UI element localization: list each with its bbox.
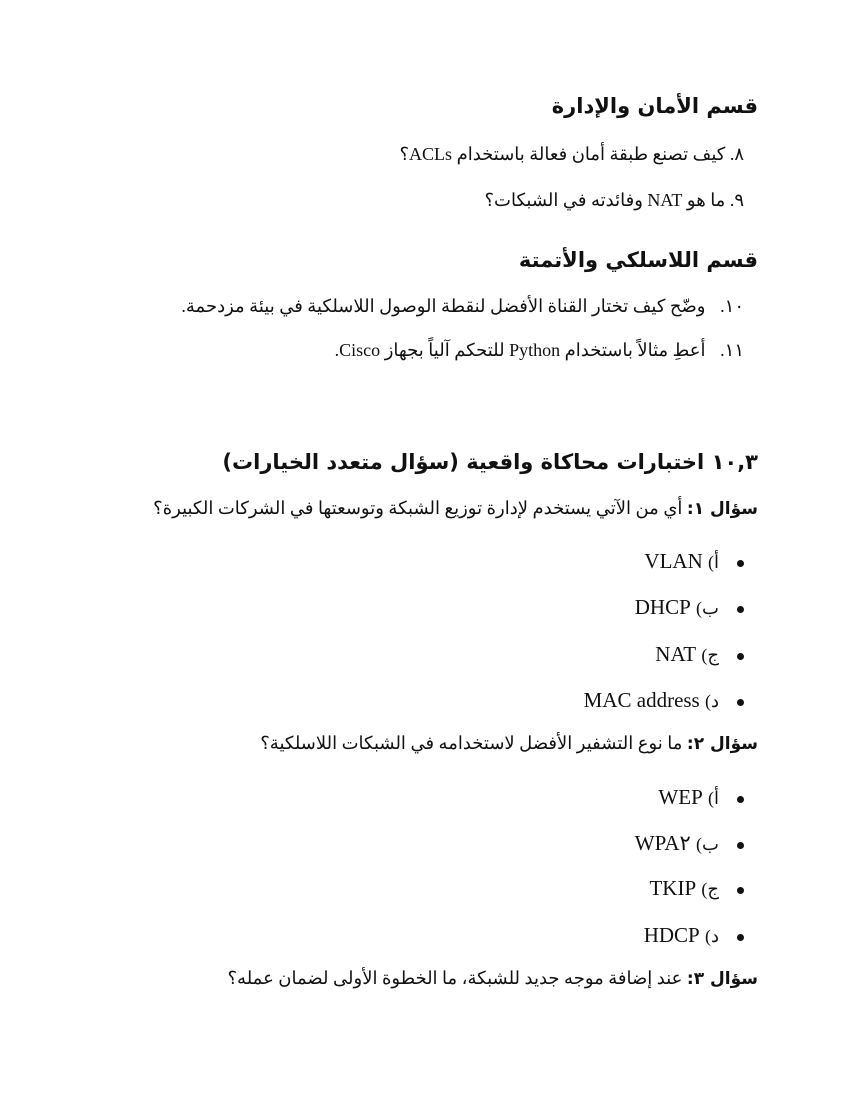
question-item-10 bbox=[181, 296, 744, 317]
option-1a bbox=[644, 549, 744, 574]
bullet-icon bbox=[737, 842, 744, 849]
section-heading-simulation: ١٠,٣ اختبارات محاكاة واقعية (سؤال متعدد الخيارات) bbox=[222, 450, 758, 474]
option-value: WEP bbox=[658, 785, 703, 809]
bullet-icon bbox=[737, 606, 744, 613]
option-1b bbox=[635, 595, 744, 620]
question-label: سؤال ٢: bbox=[686, 734, 758, 754]
question-item-11 bbox=[335, 340, 744, 361]
item-number: ٩. bbox=[729, 190, 744, 210]
option-2d bbox=[644, 923, 744, 948]
section-heading-wireless: قسم اللاسلكي والأتمتة bbox=[518, 248, 758, 272]
option-2b bbox=[635, 831, 744, 856]
option-value: TKIP bbox=[649, 876, 697, 900]
bullet-icon bbox=[737, 560, 744, 567]
option-letter: أ) bbox=[708, 788, 719, 808]
item-number: ٨. bbox=[729, 144, 744, 164]
option-1d bbox=[584, 688, 744, 713]
option-letter: ج) bbox=[701, 645, 719, 665]
option-letter: د) bbox=[704, 691, 719, 711]
question-item-8 bbox=[399, 144, 744, 165]
option-letter: د) bbox=[704, 926, 719, 946]
question-text: أي من الآتي يستخدم لإدارة توزيع الشبكة وتوسعتها في الشركات الكبيرة؟ bbox=[153, 498, 683, 518]
item-text: ما هو NAT وفائدته في الشبكات؟ bbox=[484, 190, 726, 210]
option-letter: ب) bbox=[696, 598, 719, 618]
question-text: ما نوع التشفير الأفضل لاستخدامه في الشبكات اللاسلكية؟ bbox=[260, 733, 683, 753]
item-number: ١٠. bbox=[720, 296, 744, 316]
item-text: أعطِ مثالاً باستخدام Python للتحكم آلياً بجهاز Cisco. bbox=[334, 340, 706, 360]
question-text: عند إضافة موجه جديد للشبكة، ما الخطوة الأولى لضمان عمله؟ bbox=[227, 968, 683, 988]
option-value: VLAN bbox=[644, 549, 703, 573]
item-text: وضّح كيف تختار القناة الأفضل لنقطة الوصول اللاسلكية في بيئة مزدحمة. bbox=[181, 296, 706, 316]
option-letter: ب) bbox=[696, 834, 719, 854]
question-item-9 bbox=[485, 190, 745, 211]
option-2a bbox=[658, 785, 744, 810]
bullet-icon bbox=[737, 796, 744, 803]
item-number: ١١. bbox=[720, 340, 744, 360]
question-label: سؤال ٣: bbox=[686, 969, 758, 989]
option-value: WPA٢ bbox=[634, 831, 691, 855]
question-label: سؤال ١: bbox=[686, 499, 758, 519]
bullet-icon bbox=[737, 934, 744, 941]
option-value: DHCP bbox=[634, 595, 691, 619]
item-text: كيف تصنع طبقة أمان فعالة باستخدام ACLs؟ bbox=[399, 144, 726, 164]
question-3 bbox=[228, 968, 759, 989]
option-value: MAC address bbox=[583, 688, 700, 712]
option-value: NAT bbox=[655, 642, 697, 666]
option-2c bbox=[649, 876, 744, 901]
option-letter: ج) bbox=[701, 879, 719, 899]
question-2 bbox=[260, 733, 758, 754]
option-1c bbox=[655, 642, 744, 667]
option-value: HDCP bbox=[643, 923, 700, 947]
bullet-icon bbox=[737, 887, 744, 894]
bullet-icon bbox=[737, 653, 744, 660]
option-letter: أ) bbox=[708, 552, 719, 572]
section-heading-security: قسم الأمان والإدارة bbox=[551, 94, 758, 118]
question-1 bbox=[153, 498, 758, 519]
bullet-icon bbox=[737, 699, 744, 706]
